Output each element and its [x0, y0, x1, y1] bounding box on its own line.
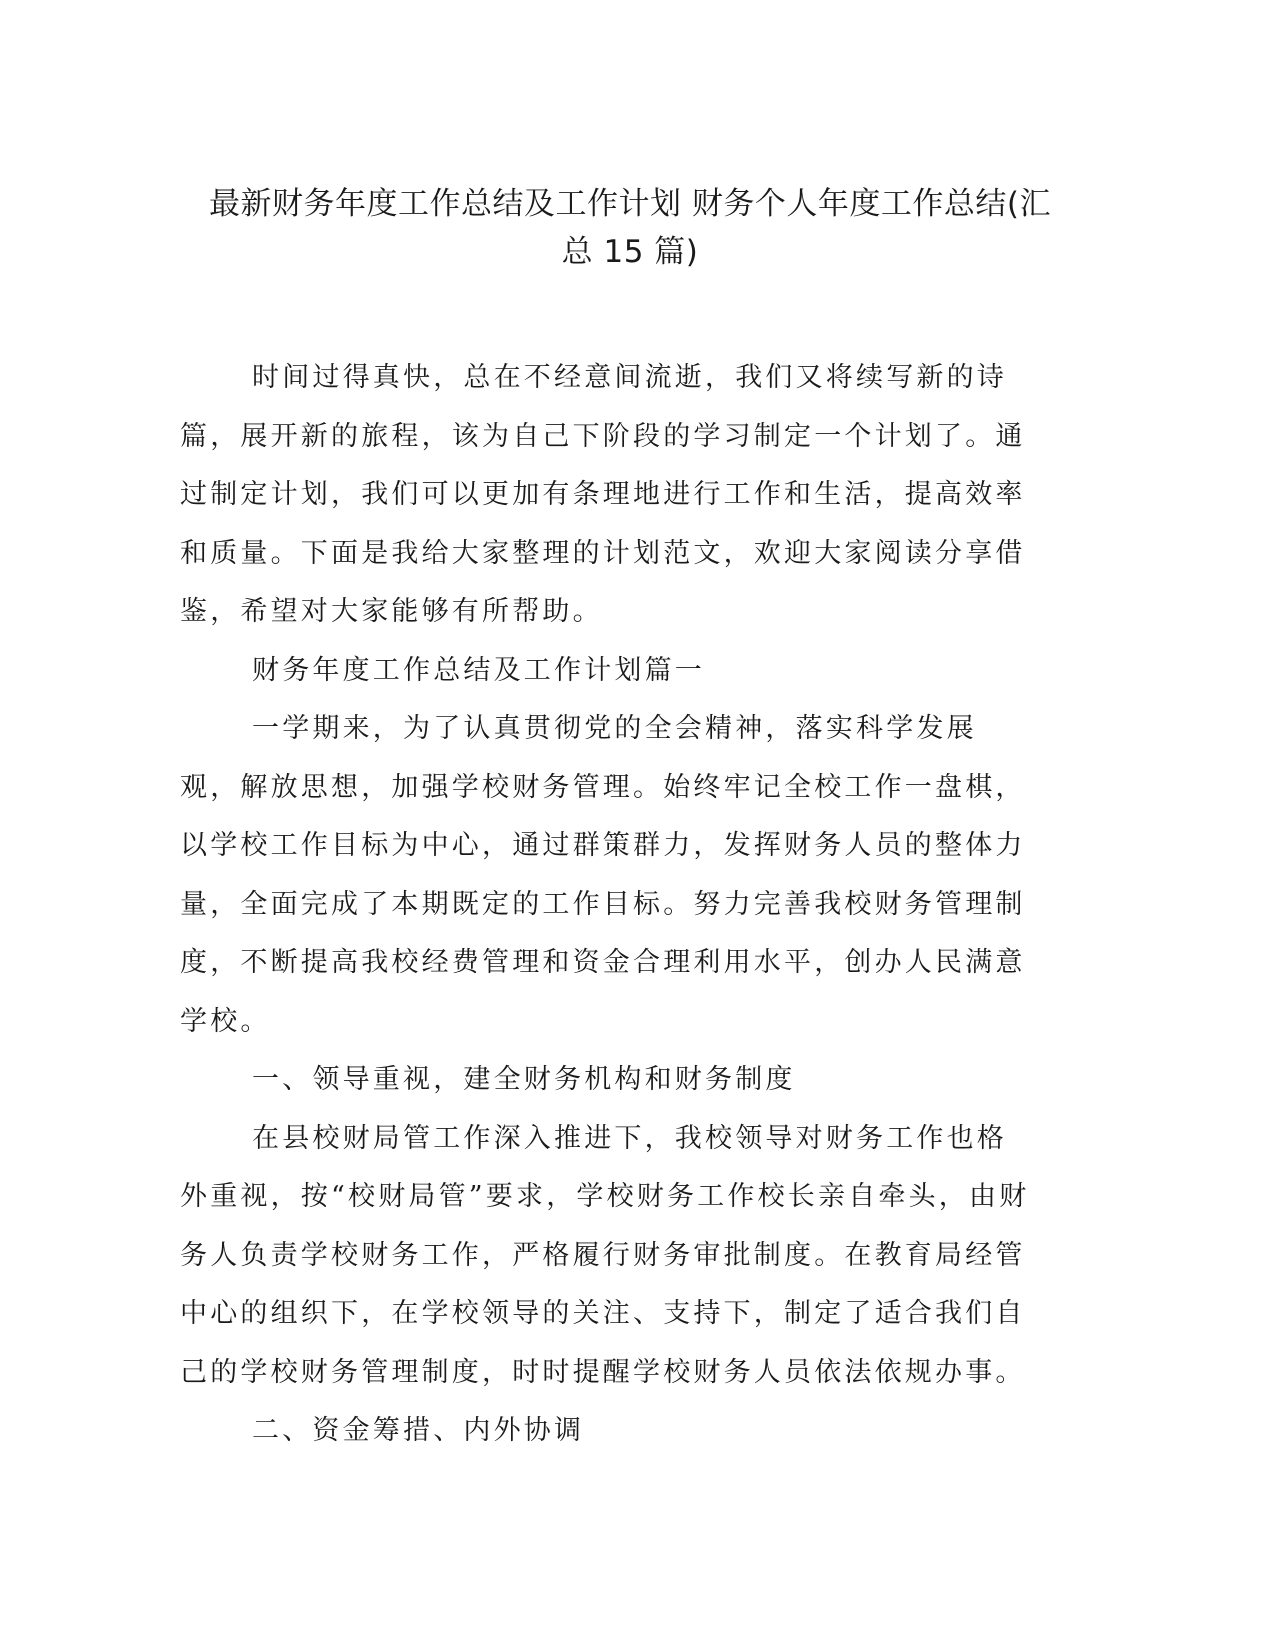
body-paragraph: 在县校财局管工作深入推进下，我校领导对财务工作也格外重视，按“校财局管”要求，学校财务工作校长亲自牵头，由财务人负责学校财务工作，严格履行财务审批制度。在教育局经管中心的组织下，在学校领导的关注、支持下，制定了适合我们自己的学校财务管理制度，时时提醒学校财务人员依法依规办事。 — [180, 1122, 1030, 1388]
document-title-line-2: 总 15 篇) — [561, 234, 699, 270]
section-heading-part-one: 财务年度工作总结及工作计划篇一 — [252, 654, 705, 686]
document-title — [180, 180, 1080, 276]
intro-paragraph: 时间过得真快，总在不经意间流逝，我们又将续写新的诗篇，展开新的旅程，该为自己下阶段的学习制定一个计划了。通过制定计划，我们可以更加有条理地进行工作和生活，提高效率和质量。下面是我给大家整理的计划范文，欢迎大家阅读分享借鉴，希望对大家能够有所帮助。 — [180, 362, 1026, 627]
body-paragraph: 一学期来，为了认真贯彻党的全会精神，落实科学发展观，解放思想，加强学校财务管理。始终牢记全校工作一盘棋，以学校工作目标为中心，通过群策群力，发挥财务人员的整体力量，全面完成了本期既定的工作目标。努力完善我校财务管理制度，不断提高我校经费管理和资金合理利用水平，创办人民满意学校。 — [180, 713, 1026, 1037]
document-body — [180, 349, 1030, 1461]
document-title-line-1: 最新财务年度工作总结及工作计划 财务个人年度工作总结(汇 — [209, 186, 1051, 222]
subsection-heading-funding: 二、资金筹措、内外协调 — [252, 1415, 585, 1446]
subsection-heading-leadership: 一、领导重视，建全财务机构和财务制度 — [252, 1064, 796, 1095]
